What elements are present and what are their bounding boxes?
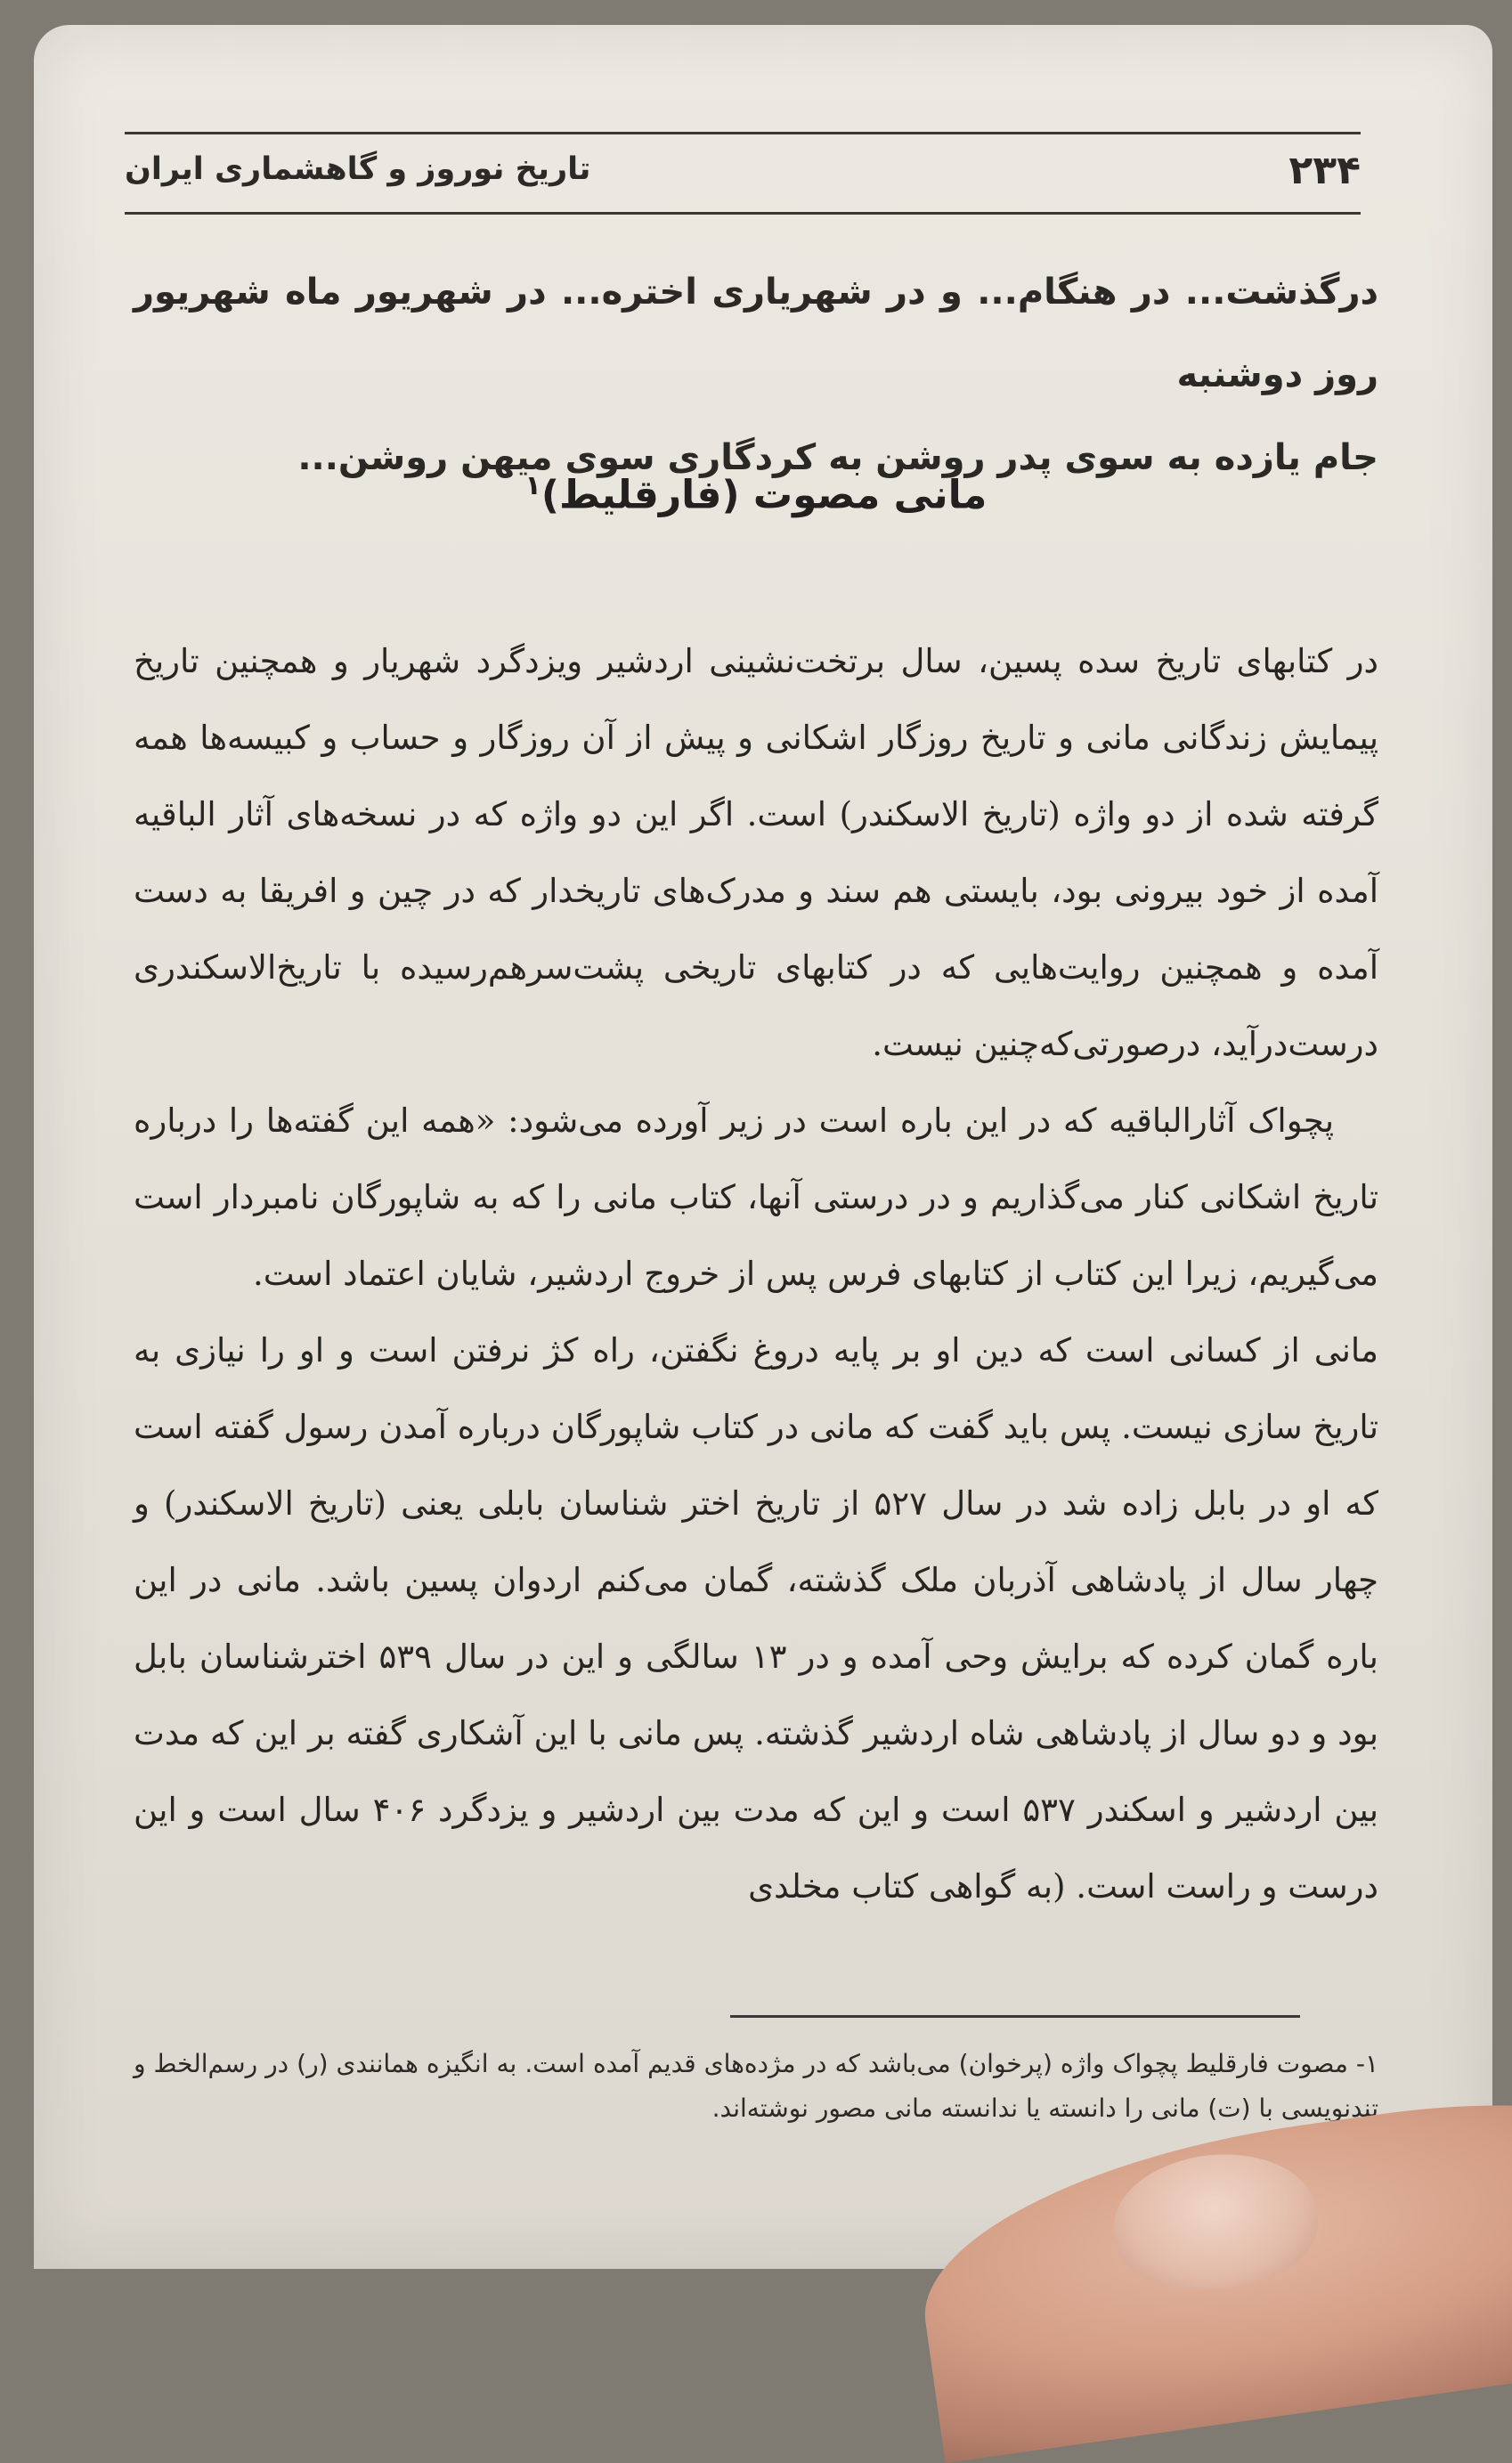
quote-block xyxy=(134,251,1378,500)
footnote: ۱- مصوت فارقلیط پچواک واژه (پرخوان) می‌باشد که در مژده‌های قدیم آمده است. به انگیزه همانندی (ر) در رسم‌الخط و تندنویسی با (ت) مانی را دانسته یا ندانسته مانی مصور نوشته‌اند. xyxy=(134,2049,1378,2123)
header-rule-bottom xyxy=(125,212,1361,215)
footnote-rule xyxy=(730,2015,1300,2018)
header-rule-top xyxy=(125,132,1361,134)
running-title: تاریخ نوروز و گاهشماری ایران xyxy=(125,151,591,187)
body-text xyxy=(134,623,1378,1925)
paragraph: در کتابهای تاریخ سده پسین، سال برتخت‌نشینی اردشیر ویزدگرد شهریار و همچنین تاریخ پیمایش زندگانی مانی و تاریخ روزگار اشکانی و پیش از آن روزگار و حساب و کبیسه‌ها همه گرفته شده از دو واژه (تاریخ الاسکندر) است. اگر این دو واژه که در نسخه‌های آثار الباقیه آمده از خود بیرونی بود، بایستی هم سند و مدرک‌های تاریخدار که در چین و افریقا به دست آمده و همچنین روایت‌هایی که در کتابهای تاریخی پشت‌سرهم‌رسیده با تاریخ‌الاسکندری درست‌درآید، درصورتی‌که‌چنین نیست. xyxy=(134,642,1378,1063)
quote-line: جام یازده به سوی پدر روشن به کردگاری سوی میهن روشن... xyxy=(297,437,1378,478)
paragraph: مانی از کسانی است که دین او بر پایه دروغ نگفتن، راه کژ نرفتن است و او را نیازی به تاریخ سازی نیست. پس باید گفت که مانی در کتاب شاپورگان درباره آمدن رسول گفته است که او در بابل زاده شد در سال ۵۲۷ از تاریخ اختر شناسان بابلی یعنی (تاریخ الاسکندر) و چهار سال از پادشاهی آذربان ملک گذشته، گمان می‌کنم اردوان پسین باشد. مانی در این باره گمان کرده که برایش وحی آمده و در ۱۳ سالگی و این در سال ۵۳۹ اخترشناسان بابل بود و دو سال از پادشاهی شاه اردشیر گذشته. پس مانی با این آشکاری گفته بر این که مدت بین اردشیر و اسکندر ۵۳۷ است و این که مدت بین اردشیر و یزدگرد ۴۰۶ سال است و این درست و راست است. (به گواهی کتاب مخلدی xyxy=(134,1331,1379,1906)
page-number: ۲۳۴ xyxy=(1288,148,1361,193)
section-heading xyxy=(0,470,1512,518)
paragraph: پچواک آثارالباقیه که در این باره است در زیر آورده می‌شود: «همه این گفته‌ها را درباره تاریخ اشکانی کنار می‌گذاریم و در درستی آنها، کتاب مانی را که به شاپورگان نامبردار است می‌گیریم، زیرا این کتاب از کتابهای فرس پس از خروج اردشیر، شایان اعتماد است. xyxy=(134,1101,1378,1293)
running-header xyxy=(125,132,1361,221)
quote-line: درگذشت... در هنگام... و در شهریاری اختره... در شهریور ماه شهریور روز دوشنبه xyxy=(134,272,1378,395)
section-title: مانی مصوت (فارقلیط) xyxy=(541,472,988,518)
footnote-marker: ۱ xyxy=(524,470,541,501)
